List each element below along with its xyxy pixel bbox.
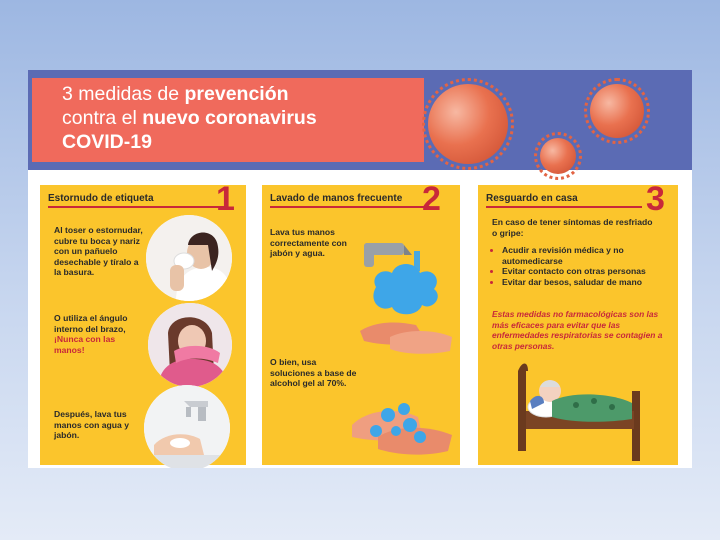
hands-alcohol-gel-illustration (348, 385, 456, 465)
wash-after-instruction: Después, lava tus manos con agua y jabón. (54, 409, 129, 440)
column-number: 3 (646, 180, 665, 218)
list-item: • Evitar contacto con otras personas (502, 266, 672, 277)
washing-hands-faucet-photo (144, 385, 230, 468)
column-title: Resguardo en casa (486, 193, 578, 204)
elbow-text: O utiliza el ángulo interno del brazo, (54, 313, 128, 334)
recommendations-list (492, 245, 672, 287)
symptoms-intro: En caso de tener síntomas de resfriado o gripe: (492, 217, 653, 238)
title-line1-bold: prevención (184, 83, 289, 105)
column-number: 2 (422, 180, 441, 218)
coronavirus-icon-large (428, 84, 508, 164)
alcohol-gel-instruction: O bien, usa soluciones a base de alcohol gel al 70%. (270, 357, 357, 388)
column-stay-home (478, 180, 678, 465)
coronavirus-icon-small (540, 138, 576, 174)
wash-hands-instruction: Lava tus manos correctamente con jabón y agua. (270, 227, 347, 258)
column-underline (270, 206, 430, 208)
list-item: • Evitar dar besos, saludar de mano (502, 277, 672, 288)
list-item: • Acudir a revisión médica y no automedicarse (502, 245, 672, 266)
column-title: Estornudo de etiqueta (48, 193, 154, 204)
title-line1-pre: 3 medidas de (62, 83, 185, 105)
column-sneeze-etiquette (40, 180, 246, 465)
non-pharma-note: Estas medidas no farmacológicas son las más eficaces para evitar que las enfermedades respiratorias se contagien a otras personas. (492, 309, 663, 351)
woman-sneezing-tissue-photo (146, 215, 232, 301)
girl-coughing-elbow-photo (148, 303, 232, 387)
covid-poster (28, 70, 692, 468)
column-number: 1 (216, 180, 235, 218)
column-title: Lavado de manos frecuente (270, 193, 403, 204)
column-underline (486, 206, 642, 208)
title-line3: COVID-19 (62, 131, 152, 153)
faucet-water-hands-illustration (360, 237, 458, 361)
coronavirus-icon-medium (590, 84, 644, 138)
column-hand-washing (262, 180, 460, 465)
title-line2-pre: contra el (62, 107, 143, 129)
elbow-instruction (54, 313, 146, 355)
column-underline (48, 206, 224, 208)
title-line2-bold: nuevo coronavirus (142, 107, 317, 129)
never-with-hands-text: ¡Nunca con las manos! (54, 334, 116, 355)
sick-person-in-bed-illustration (516, 361, 648, 465)
poster-title (62, 82, 317, 154)
sneeze-instruction: Al toser o estornudar, cubre tu boca y nariz con un pañuelo desechable y tíralo a la basura. (54, 225, 143, 277)
